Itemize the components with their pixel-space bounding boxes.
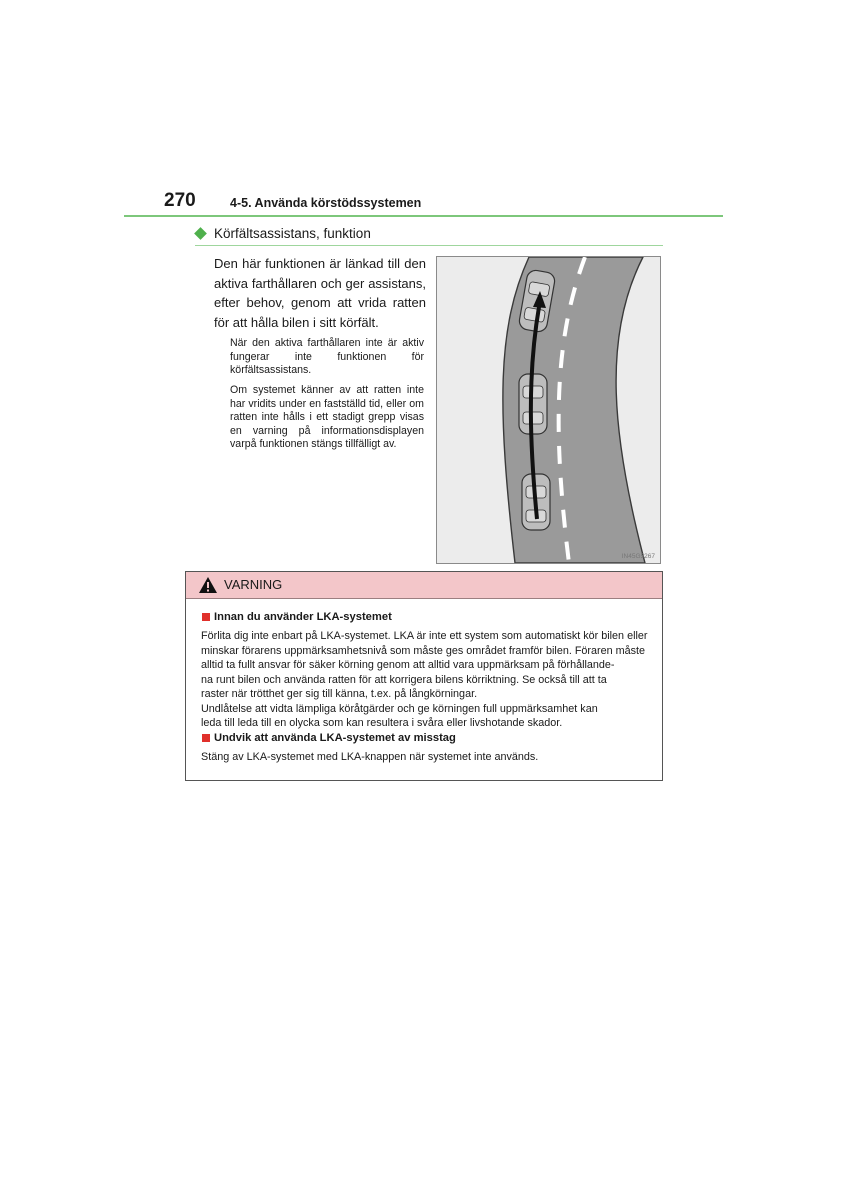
diamond-bullet-icon [194, 227, 207, 240]
text-line: leda till leda till en olycka som kan resultera i svåra eller livshotande skador. [201, 717, 563, 729]
square-bullet-icon [202, 734, 210, 742]
warning-item-title: Innan du använder LKA-systemet [214, 611, 392, 623]
warning-triangle-icon [198, 576, 218, 594]
note-paragraph: Om systemet känner av att ratten inte har vridits under en fastställd tid, eller om ratten inte hålls i ett stadigt grepp visas en varning på informationsdisplayen varpå funktionen stängs tillfälligt av. [230, 384, 424, 451]
section-title: 4-5. Använda körstödssystemen [230, 196, 422, 210]
text-line: Undlåtelse att vidta lämpliga köråtgärder och ge körningen full uppmärksamhet kan [201, 702, 598, 715]
text-line: raster när trötthet ger sig till känna, t.ex. på långkörningar. [201, 688, 478, 700]
warning-item-text [201, 750, 653, 765]
warning-title: VARNING [224, 577, 283, 592]
note-paragraph: När den aktiva farthållaren inte är aktiv fungerar inte funktionen för körfältsassistans. [230, 337, 424, 377]
warning-item-heading [202, 611, 392, 623]
header-divider [124, 215, 723, 217]
intro-paragraph: Den här funktionen är länkad till den aktiva farthållaren och ger assistans, efter behov, genom att vrida ratten för att hålla bilen i sitt körfält. [214, 256, 426, 330]
subsection-title: Körfältsassistans, funktion [214, 226, 371, 241]
warning-item-heading [202, 732, 456, 744]
subsection-divider [195, 245, 663, 246]
curved-road-drawing [437, 257, 660, 563]
text-line: Stäng av LKA-systemet med LKA-knappen när systemet inte används. [201, 751, 539, 763]
text-line: na runt bilen och använda ratten för att korrigera bilens körriktning. Se också till att ta [201, 673, 607, 686]
warning-box [185, 571, 663, 781]
illustration-code: IN45G5267 [621, 553, 655, 560]
square-bullet-icon [202, 613, 210, 621]
page-number: 270 [164, 190, 196, 211]
warning-item-title: Undvik att använda LKA-systemet av misstag [214, 732, 456, 744]
text-line: Förlita dig inte enbart på LKA-systemet. LKA är inte ett system som automatiskt kör bilen eller [201, 630, 648, 642]
text-line: minskar förarens uppmärksamhetsnivå som måste ges området framför bilen. Föraren måste [201, 644, 646, 657]
warning-item-text [201, 629, 653, 731]
text-line: alltid ta fullt ansvar för säker körning genom att alltid vara uppmärksam på förhållande- [201, 659, 615, 671]
warning-header [186, 572, 662, 599]
lane-assist-illustration [436, 256, 661, 564]
